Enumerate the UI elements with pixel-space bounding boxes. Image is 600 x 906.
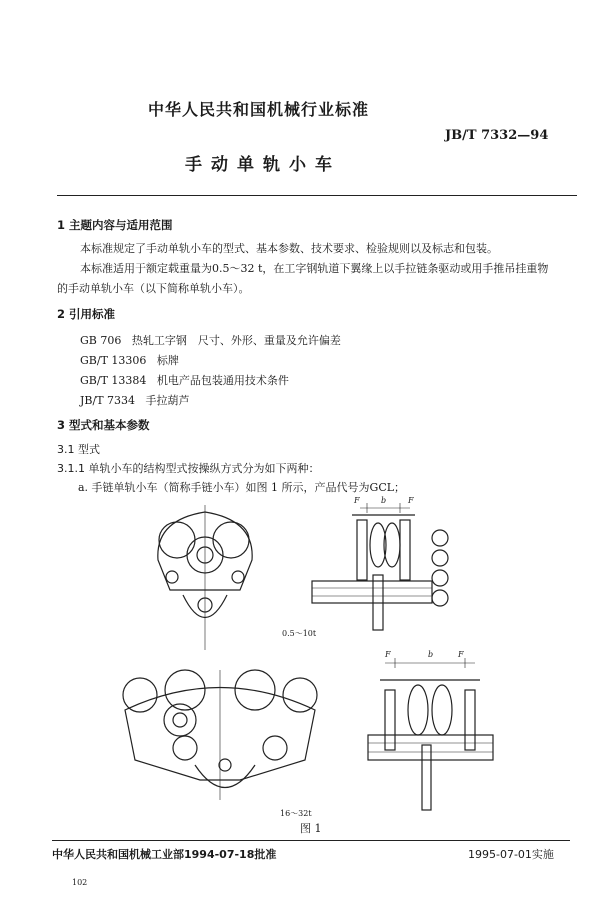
document-title: 手动单轨小车 <box>185 155 341 175</box>
reference-code: GB/T 13306 <box>80 354 147 367</box>
dimension-label-b: b <box>381 496 387 505</box>
standard-code: JB/T 7332—94 <box>445 128 549 143</box>
dimension-label-f: F <box>354 496 360 505</box>
small-trolley-front-view <box>158 505 252 650</box>
large-trolley-capacity-label: 16～32t <box>280 809 312 818</box>
footer-divider <box>52 840 570 841</box>
section-3-heading: 3 型式和基本参数 <box>57 418 150 432</box>
approval-statement: 中华人民共和国机械工业部1994-07-18批准 <box>52 848 277 861</box>
issuing-organization: 中华人民共和国机械行业标准 <box>148 100 370 119</box>
dimension-label-b: b <box>428 650 434 659</box>
effective-date: 1995-07-01实施 <box>468 848 554 861</box>
reference-title: 机电产品包装通用技术条件 <box>156 374 289 387</box>
reference-code: GB 706 <box>80 334 122 347</box>
reference-title: 手拉葫芦 <box>145 394 190 407</box>
dimension-label-f: F <box>385 650 391 659</box>
reference-code: JB/T 7334 <box>80 394 136 407</box>
small-trolley-capacity-label: 0.5～10t <box>282 629 317 638</box>
section-2-heading: 2 引用标准 <box>57 307 116 321</box>
section-1-paragraph-1: 本标准规定了手动单轨小车的型式、基本参数、技术要求、检验规则以及标志和包装。 <box>80 242 498 255</box>
section-1-heading: 1 主题内容与适用范围 <box>57 218 173 232</box>
reference-code: GB/T 13384 <box>80 374 147 387</box>
figure-caption: 图 1 <box>300 822 322 835</box>
dimension-label-f: F <box>408 496 414 505</box>
large-trolley-side-view <box>368 658 493 810</box>
small-trolley-side-view <box>312 503 448 630</box>
section-1-paragraph-2: 本标准适用于额定载重量为0.5～32 t，在工字钢轨道下翼缘上以手拉链条驱动或用手推吊挂重物 <box>80 262 549 275</box>
item-a-text: a. 手链单轨小车（简称手链小车）如图 1 所示，产品代号为GCL； <box>78 481 406 494</box>
section-1-paragraph-2-cont: 的手动单轨小车（以下简称单轨小车）。 <box>57 282 250 295</box>
reference-title: 热轧工字钢 尺寸、外形、重量及允许偏差 <box>131 334 341 347</box>
section-3-1-heading: 3.1 型式 <box>57 443 100 456</box>
page-number: 102 <box>72 878 88 887</box>
dimension-label-f: F <box>458 650 464 659</box>
reference-title: 标牌 <box>156 354 179 367</box>
large-trolley-front-view <box>123 670 317 800</box>
section-3-1-1-text: 3.1.1 单轨小车的结构型式按操纵方式分为如下两种： <box>57 462 320 475</box>
